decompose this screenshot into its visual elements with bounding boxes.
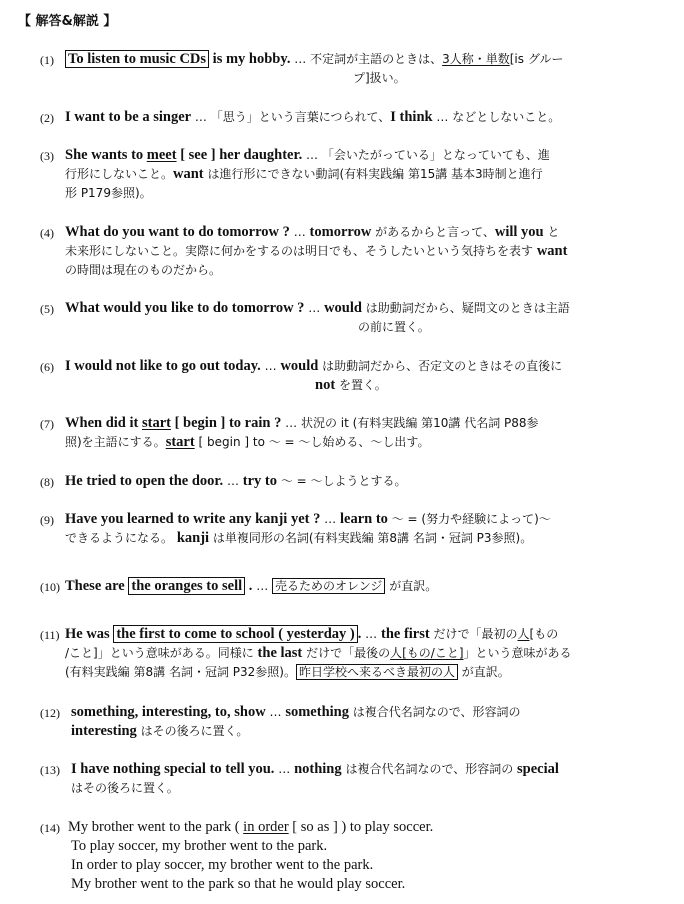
- answer-sentence: My brother went to the park (: [68, 819, 244, 835]
- explanation: は進行形にできない動詞(有料実践編 第15講 基本3時制と進行: [203, 167, 543, 181]
- ellipsis: …: [274, 762, 295, 776]
- keyword: I think: [390, 109, 433, 125]
- boxed-phrase: the oranges to sell: [128, 577, 245, 595]
- ellipsis: …: [265, 705, 286, 719]
- explanation: 「会いたがっている」となっていても、進: [321, 148, 550, 162]
- answer-sentence: What do you want to do tomorrow ?: [65, 224, 290, 240]
- item-number: (3): [40, 149, 54, 163]
- ellipsis: …: [304, 301, 325, 315]
- answer-keyword: would: [103, 300, 142, 316]
- boxed-phrase: To listen to music CDs: [65, 50, 209, 68]
- keyword: will you: [494, 224, 544, 240]
- item-number: (13): [40, 763, 60, 777]
- alternative-sentence: To play soccer, my brother went to the park.: [71, 838, 328, 854]
- answer-sentence: What: [65, 300, 104, 316]
- underlined-term: 人: [517, 627, 530, 641]
- explanation: (有料実践編 第8講 名詞・冠詞 P32参照)。: [65, 665, 296, 679]
- answer-sentence: something, interesting, to, show: [71, 704, 266, 720]
- explanation: [もの: [529, 627, 559, 641]
- item-number: (8): [40, 475, 54, 489]
- explanation: と: [543, 225, 560, 239]
- explanation: の前に置く。: [358, 320, 430, 334]
- sentence-rest: is my hobby.: [209, 51, 291, 67]
- explanation: 不定詞が主語のときは、: [310, 52, 443, 66]
- explanation: 状況の it (有料実践編 第10講 代名詞 P88参: [300, 416, 539, 430]
- keyword: tomorrow: [309, 224, 372, 240]
- answer-keyword: not: [115, 358, 136, 374]
- keyword: something: [285, 704, 349, 720]
- keyword: the first: [380, 626, 430, 642]
- keyword: would: [324, 300, 362, 316]
- item-number: (12): [40, 706, 60, 720]
- ellipsis: …: [289, 225, 310, 239]
- explanation: プ]扱い。: [353, 71, 406, 85]
- keyword: learn to: [339, 511, 388, 527]
- explanation: はその後ろに置く。: [136, 724, 249, 738]
- explanation: ～ = (努力や経験によって)～: [387, 512, 551, 526]
- ellipsis: …: [191, 110, 211, 124]
- explanation: は単複同形の名詞(有料実践編 第8講 名詞・冠詞 P3参照)。: [209, 531, 533, 545]
- underlined-answer: start: [141, 415, 171, 431]
- answer-sentence: [ begin ] to rain ?: [170, 415, 282, 431]
- ellipsis: …: [260, 359, 281, 373]
- explanation: [ begin ] to ～ = ～し始める、～し出す。: [194, 435, 430, 449]
- explanation: [is グルー: [509, 52, 564, 66]
- answer-sentence: I want to be a singer: [65, 109, 192, 125]
- item-number: (10): [40, 580, 60, 594]
- answer-sentence: .: [245, 578, 253, 594]
- explanation: できるようになる。: [65, 531, 177, 545]
- answer-sentence: [ see ] her daughter.: [176, 147, 303, 163]
- answer-sentence: you like to do tomorrow ?: [141, 300, 305, 316]
- explanation: はその後ろに置く。: [71, 781, 179, 795]
- answer-sentence: When did it: [65, 415, 142, 431]
- answer-sentence: I have nothing special to tell you.: [71, 761, 275, 777]
- answer-sentence: I would: [65, 358, 116, 374]
- explanation: は助動詞だから、疑問文のときは主語: [361, 301, 570, 315]
- keyword: not: [315, 377, 336, 393]
- explanation: 「思う」という言葉につられて、: [210, 110, 391, 124]
- answer-sentence: She wants to: [65, 147, 147, 163]
- explanation: を置く。: [335, 378, 387, 392]
- explanation: 行形にしないこと。: [65, 167, 174, 181]
- explanation: は複合代名詞なので、形容詞の: [341, 762, 518, 776]
- explanation: 照)を主語にする。: [65, 435, 166, 449]
- underlined-answer: meet: [146, 147, 177, 163]
- keyword: try to: [242, 473, 278, 489]
- item-number: (11): [40, 628, 60, 642]
- keyword: would: [280, 358, 319, 374]
- ellipsis: …: [252, 579, 273, 593]
- underlined-term: 3人称・単数: [442, 52, 510, 66]
- underlined-term: 人[もの/こと]: [390, 646, 464, 660]
- ellipsis: …: [302, 148, 322, 162]
- keyword: interesting: [71, 723, 137, 739]
- item-number: (4): [40, 226, 54, 240]
- item-number: (6): [40, 360, 54, 374]
- ellipsis: …: [223, 474, 243, 488]
- ellipsis: …: [281, 416, 301, 430]
- explanation: の時間は現在のものだから。: [65, 263, 222, 277]
- answer-sentence: .: [357, 626, 362, 642]
- explanation: 未来形にしないこと。実際に何かをするのは明日でも、そうしたいという気持ちを表す: [65, 244, 537, 258]
- answer-sentence: [ so as ] ) to play soccer.: [288, 819, 434, 835]
- answer-sentence: Have you learned to write any kanji yet ?: [65, 511, 321, 527]
- answer-sentence: These are: [65, 578, 129, 594]
- keyword: the last: [257, 645, 303, 661]
- explanation: は複合代名詞なので、形容詞の: [348, 705, 521, 719]
- answer-sentence: like to go out today.: [135, 358, 261, 374]
- explanation: は助動詞だから、否定文のときはその直後に: [318, 359, 563, 373]
- explanation: だけで「最後の: [302, 646, 391, 660]
- item-number: (14): [40, 821, 60, 835]
- ellipsis: …: [320, 512, 340, 526]
- item-number: (5): [40, 302, 54, 316]
- explanation: ～ = ～しようとする。: [277, 474, 407, 488]
- keyword: nothing: [294, 761, 342, 777]
- page-title: 【 解答&解説 】: [18, 14, 117, 29]
- explanation: … などとしないこと。: [432, 110, 561, 124]
- explanation: 形 P179参照)。: [65, 186, 152, 200]
- item-number: (1): [40, 53, 54, 67]
- boxed-translation: 売るためのオレンジ: [272, 578, 385, 594]
- explanation: が直訳。: [385, 579, 438, 593]
- answer-sentence: He was: [65, 626, 114, 642]
- explanation: だけで「最初の: [429, 627, 518, 641]
- explanation: /こと]」という意味がある。同様に: [65, 646, 258, 660]
- alternative-sentence: My brother went to the park so that he would play soccer.: [71, 876, 406, 892]
- underlined-keyword: start: [165, 434, 195, 450]
- boxed-phrase: the first to come to school ( yesterday ): [113, 625, 357, 643]
- explanation: があるからと言って、: [371, 225, 495, 239]
- explanation: 」という意味がある: [463, 646, 572, 660]
- explanation: が直訳。: [457, 665, 510, 679]
- ellipsis: …: [361, 627, 381, 641]
- keyword: kanji: [176, 530, 210, 546]
- keyword: special: [517, 761, 559, 777]
- keyword: want: [536, 243, 568, 259]
- ellipsis: …: [290, 52, 311, 66]
- keyword: want: [173, 166, 204, 182]
- item-number: (7): [40, 417, 54, 431]
- underlined-answer: in order: [243, 819, 289, 835]
- item-number: (2): [40, 111, 54, 125]
- boxed-translation: 昨日学校へ来るべき最初の人: [296, 664, 458, 680]
- alternative-sentence: In order to play soccer, my brother went to the park.: [71, 857, 374, 873]
- answer-sentence: He tried to open the door.: [65, 473, 224, 489]
- item-number: (9): [40, 513, 54, 527]
